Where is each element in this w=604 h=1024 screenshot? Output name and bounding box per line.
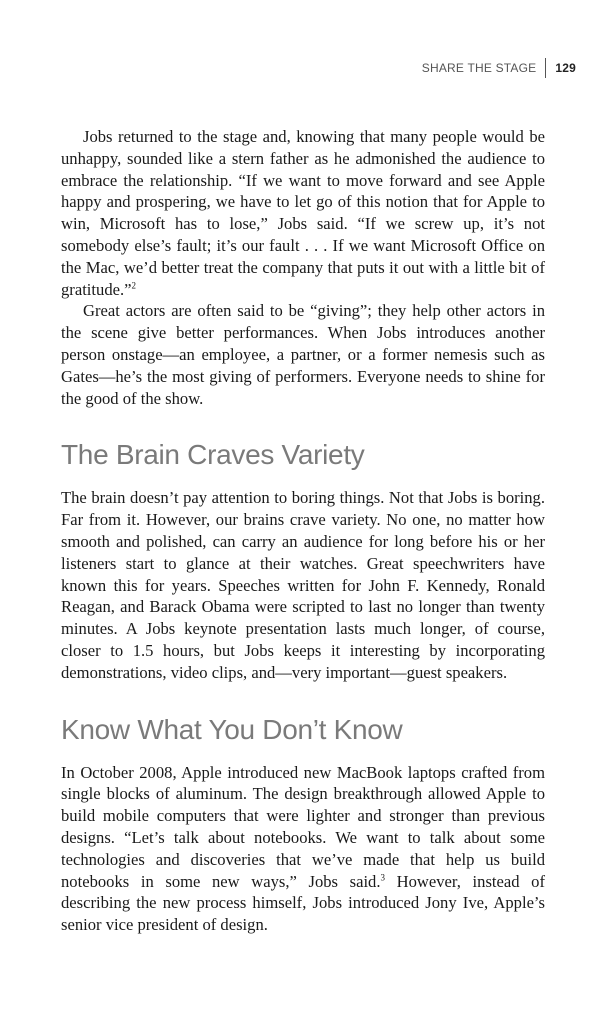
paragraph-jobs-returned: Jobs returned to the stage and, knowing that many people would be unhappy, sounded like a stern father as he admonished the audience to embrace the relationship. “If we want to move forward and see Apple happy and prospering, we have to let go of this notion that for Apple to win, Microsoft has to lose,” Jobs said. “If we screw up, it’s not somebody else’s fault; it’s our fault . . . If we want Microsoft Office on the Mac, we’d better treat the company that puts it out with a little bit of gratitude.”$^2$ bbox=[61, 127, 545, 299]
running-head bbox=[422, 58, 576, 78]
section-heading-know-what-you-dont-know: Know What You Don’t Know bbox=[61, 713, 403, 745]
paragraph-october-2008: In October 2008, Apple introduced new MacBook laptops crafted from single blocks of aluminum. The design breakthrough allowed Apple to build mobile computers that were lighter and stronger than previous designs. “Let’s talk about notebooks. We want to talk about some technologies and discoveries that we’ve made that help us build notebooks in some new ways,” Jobs said.$^3$ However, instead of describing the new process himself, Jobs introduced Jony Ive, Apple’s senior vice president of design. bbox=[61, 762, 545, 935]
page-number: 129 bbox=[555, 61, 576, 75]
paragraph-great-actors: Great actors are often said to be “giving”; they help other actors in the scene give better performances. When Jobs introduces another person onstage—an employee, a partner, or a former nemesis such as Gates—he’s the most giving of performers. Everyone needs to shine for the good of the show. bbox=[61, 301, 545, 408]
chapter-title: SHARE THE STAGE bbox=[421, 61, 537, 75]
footnote-ref: 3 bbox=[380, 871, 386, 882]
paragraph-brain: The brain doesn’t pay attention to boring things. Not that Jobs is boring. Far from it. However, our brains crave variety. No one, no matter how smooth and polished, can carry an audience for long before his or her listeners start to glance at their watches. Great speechwriters have known this for years. Speeches written for John F. Kennedy, Ronald Reagan, and Barack Obama were scripted to last no longer than twenty minutes. A Jobs keynote presentation lasts much longer, of course, closer to 1.5 hours, but Jobs keeps it interesting by incorporating demonstrations, video clips, and—very important—guest speakers. bbox=[61, 488, 545, 682]
section-heading-brain-craves-variety: The Brain Craves Variety bbox=[61, 439, 365, 471]
footnote-ref: 2 bbox=[131, 280, 136, 291]
body-text bbox=[61, 126, 545, 936]
